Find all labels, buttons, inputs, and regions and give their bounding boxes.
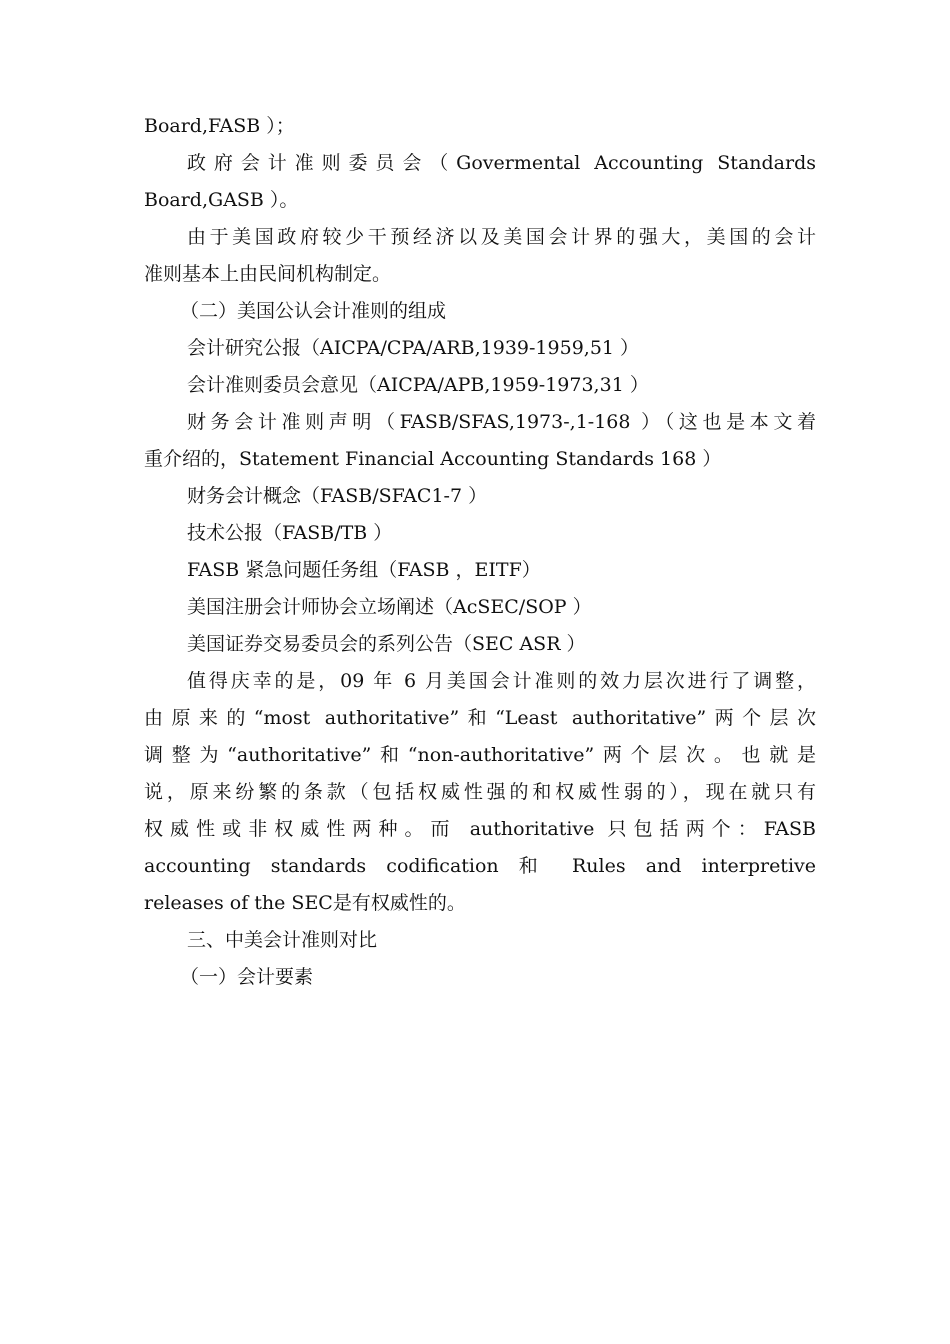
text-line: 重介绍的，Statement Financial Accounting Standards 168 ）	[144, 448, 722, 470]
subsection-heading: （一）会计要素	[180, 966, 314, 988]
text-line: 政府会计准则委员会（Govermental Accounting Standards	[187, 152, 816, 174]
section-heading: （二）美国公认会计准则的组成	[180, 300, 447, 322]
text-line: 由原来的“most authoritative”和“Least authoritative”两个层次	[144, 707, 816, 729]
text-line: accounting standards codification 和 Rules and interpretive	[144, 855, 816, 877]
list-item: 技术公报（FASB/TB ）	[187, 522, 393, 544]
text-line: 由于美国政府较少干预经济以及美国会计界的强大，美国的会计	[187, 226, 816, 248]
list-item: 财务会计概念（FASB/SFAC1-7 ）	[187, 485, 488, 507]
list-item: 美国注册会计师协会立场阐述（AcSEC/SOP ）	[187, 596, 592, 618]
list-item: 会计研究公报（AICPA/CPA/ARB,1939-1959,51 ）	[187, 337, 640, 359]
text-line: 准则基本上由民间机构制定。	[144, 263, 392, 285]
list-item: 会计准则委员会意见（AICPA/APB,1959-1973,31 ）	[187, 374, 649, 396]
text-line: releases of the SEC是有权威性的。	[144, 892, 466, 914]
text-line: 权威性或非权威性两种。而 authoritative 只包括两个：FASB	[144, 818, 816, 840]
text-line: 调整为“authoritative”和“non-authoritative”两个层次。也就是	[144, 744, 816, 766]
text-line: 值得庆幸的是，09 年 6 月美国会计准则的效力层次进行了调整，	[187, 670, 816, 692]
list-item: 美国证券交易委员会的系列公告（SEC ASR ）	[187, 633, 586, 655]
text-line: 说，原来纷繁的条款（包括权威性强的和权威性弱的），现在就只有	[144, 781, 816, 803]
text-line: Board,FASB ）；	[144, 115, 295, 137]
section-heading: 三、中美会计准则对比	[187, 929, 378, 951]
list-item: 财务会计准则声明（FASB/SFAS,1973-,1-168 ）（这也是本文着	[187, 411, 816, 433]
text-line: Board,GASB ）。	[144, 189, 299, 211]
list-item: FASB 紧急问题任务组（FASB ，EITF）	[187, 559, 541, 581]
